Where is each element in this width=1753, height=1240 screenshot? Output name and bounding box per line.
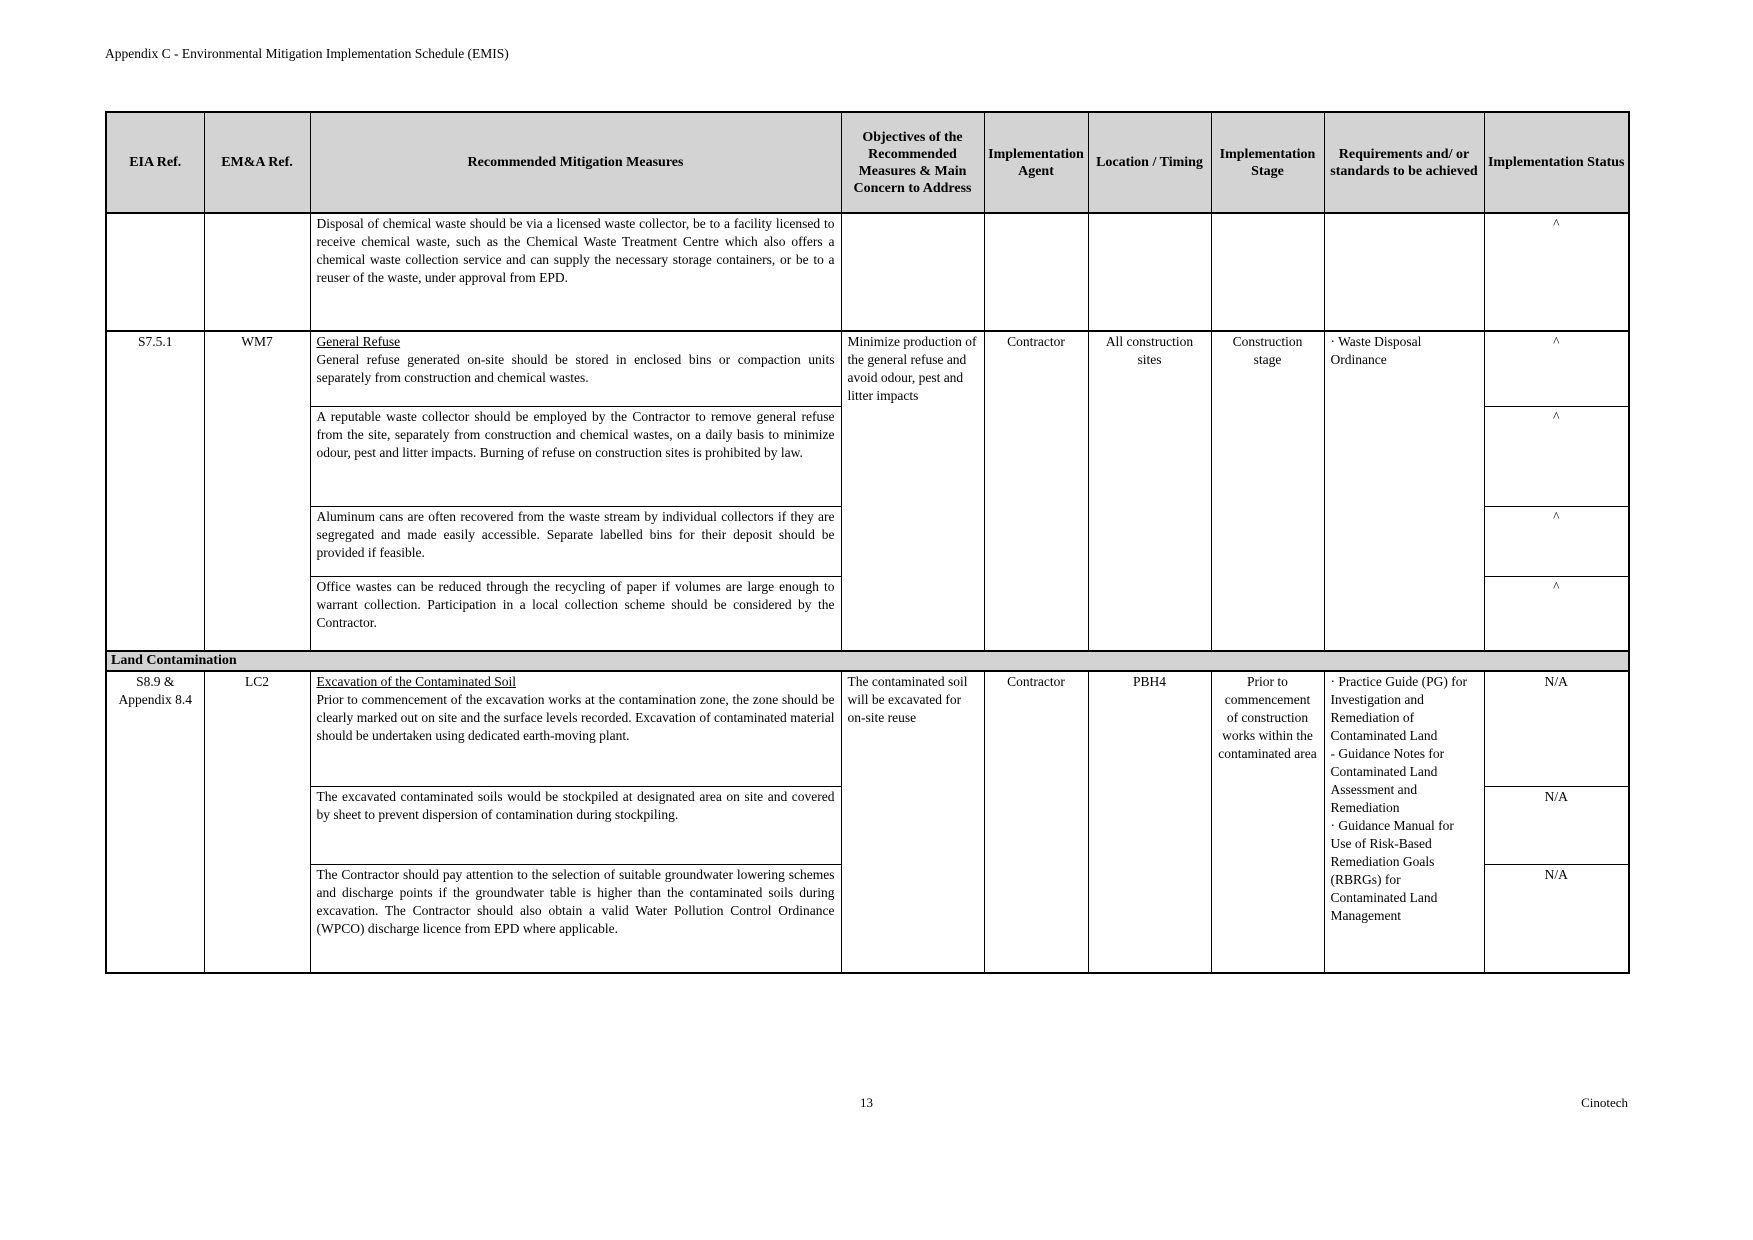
cell-status-chemical-waste: ^ (1484, 213, 1629, 331)
cell-location-wm7: All construction sites (1088, 331, 1211, 651)
cell-status-wm7-3: ^ (1484, 506, 1629, 576)
cell-stage-lc2: Prior to commencement of construction works within the contaminated area (1211, 671, 1324, 973)
cell-eia-lc2: S8.9 & Appendix 8.4 (106, 671, 204, 973)
col-header-stage: Implementation Stage (1211, 112, 1324, 213)
cell-stage-empty (1211, 213, 1324, 331)
section-title-land-contamination: Land Contamination (106, 651, 1629, 671)
cell-agent-empty (984, 213, 1088, 331)
cell-status-wm7-4: ^ (1484, 576, 1629, 651)
cell-objective-empty (841, 213, 984, 331)
cell-status-lc2-2: N/A (1484, 786, 1629, 864)
cell-measure-general-refuse (310, 331, 841, 406)
cell-eia-wm7: S7.5.1 (106, 331, 204, 651)
cell-requirements-empty (1324, 213, 1484, 331)
requirement-waste-disposal-ordinance: · Waste Disposal Ordinance (1330, 334, 1422, 367)
cell-status-wm7-2: ^ (1484, 406, 1629, 506)
row-chemical-waste (106, 213, 1629, 331)
row-lc2-sub1 (106, 671, 1629, 786)
cell-stage-wm7: Construction stage (1211, 331, 1324, 651)
col-header-ema-ref: EM&A Ref. (204, 112, 310, 213)
col-header-location: Location / Timing (1088, 112, 1211, 213)
cell-measure-stockpiling: The excavated contaminated soils would be stockpiled at designated area on site and covered by sheet to prevent dispersion of contamination during stockpiling. (310, 786, 841, 864)
cell-requirements-wm7 (1324, 331, 1484, 651)
table-header-row (106, 112, 1629, 213)
col-header-eia-ref: EIA Ref. (106, 112, 204, 213)
footer-company-name: Cinotech (1581, 1095, 1628, 1110)
page-number: 13 (860, 1095, 873, 1110)
measure-text-general-refuse: General refuse generated on-site should be stored in enclosed bins or compaction units separately from construction and chemical wastes. (316, 352, 835, 385)
cell-location-lc2: PBH4 (1088, 671, 1211, 973)
requirement-practice-guide: · Practice Guide (PG) for Investigation and Remediation of Contaminated Land (1330, 674, 1467, 743)
cell-requirements-lc2 (1324, 671, 1484, 973)
cell-measure-groundwater: The Contractor should pay attention to the selection of suitable groundwater lowering schemes and discharge points if the groundwater table is higher than the contaminated soils during excavation. The Contractor should also obtain a valid Water Pollution Control Ordinance (WPCO) discharge licence from EPD where applicable. (310, 864, 841, 973)
cell-status-lc2-1: N/A (1484, 671, 1629, 786)
cell-agent-wm7: Contractor (984, 331, 1088, 651)
cell-eia-empty (106, 213, 204, 331)
cell-ema-lc2: LC2 (204, 671, 310, 973)
cell-ema-wm7: WM7 (204, 331, 310, 651)
cell-location-empty (1088, 213, 1211, 331)
emis-table (105, 111, 1630, 974)
cell-measure-chemical-waste: Disposal of chemical waste should be via a licensed waste collector, be to a facility licensed to receive chemical waste, such as the Chemical Waste Treatment Centre which also offers a chemical waste collection service and can supply the necessary storage containers, or be to a reuser of the waste, under approval from EPD. (310, 213, 841, 331)
measure-title-excavation: Excavation of the Contaminated Soil (316, 674, 516, 689)
measure-title-general-refuse: General Refuse (316, 334, 401, 349)
section-row-land-contamination (106, 651, 1629, 671)
col-header-requirements: Requirements and/ or standards to be achieved (1324, 112, 1484, 213)
row-wm7-sub1 (106, 331, 1629, 406)
cell-objective-wm7: Minimize production of the general refuse and avoid odour, pest and litter impacts (841, 331, 984, 651)
cell-measure-aluminum-cans: Aluminum cans are often recovered from the waste stream by individual collectors if they are segregated and made easily accessible. Separate labelled bins for their deposit should be provided if feasible. (310, 506, 841, 576)
requirement-guidance-manual: · Guidance Manual for Use of Risk-Based Remediation Goals (RBRGs) for Contaminated Land Management (1330, 818, 1454, 923)
col-header-agent: Implementation Agent (984, 112, 1088, 213)
cell-measure-excavation (310, 671, 841, 786)
col-header-status: Implementation Status (1484, 112, 1629, 213)
cell-measure-office-wastes: Office wastes can be reduced through the recycling of paper if volumes are large enough to warrant collection. Participation in a local collection scheme should be considered by the Contractor. (310, 576, 841, 651)
col-header-measures: Recommended Mitigation Measures (310, 112, 841, 213)
cell-objective-lc2: The contaminated soil will be excavated for on-site reuse (841, 671, 984, 973)
cell-agent-lc2: Contractor (984, 671, 1088, 973)
requirement-guidance-notes: - Guidance Notes for Contaminated Land Assessment and Remediation (1330, 746, 1445, 815)
col-header-objectives: Objectives of the Recommended Measures & Main Concern to Address (841, 112, 984, 213)
cell-status-wm7-1: ^ (1484, 331, 1629, 406)
cell-measure-waste-collector: A reputable waste collector should be employed by the Contractor to remove general refuse from the site, separately from construction and chemical wastes, on a daily basis to minimize odour, pest and litter impacts. Burning of refuse on construction sites is prohibited by law. (310, 406, 841, 506)
cell-status-lc2-3: N/A (1484, 864, 1629, 973)
measure-text-excavation: Prior to commencement of the excavation works at the contamination zone, the zone should be clearly marked out on site and the surface levels recorded. Excavation of contaminated material should be undertaken using dedicated earth-moving plant. (316, 692, 835, 743)
page-title: Appendix C - Environmental Mitigation Implementation Schedule (EMIS) (105, 46, 509, 61)
cell-ema-empty (204, 213, 310, 331)
